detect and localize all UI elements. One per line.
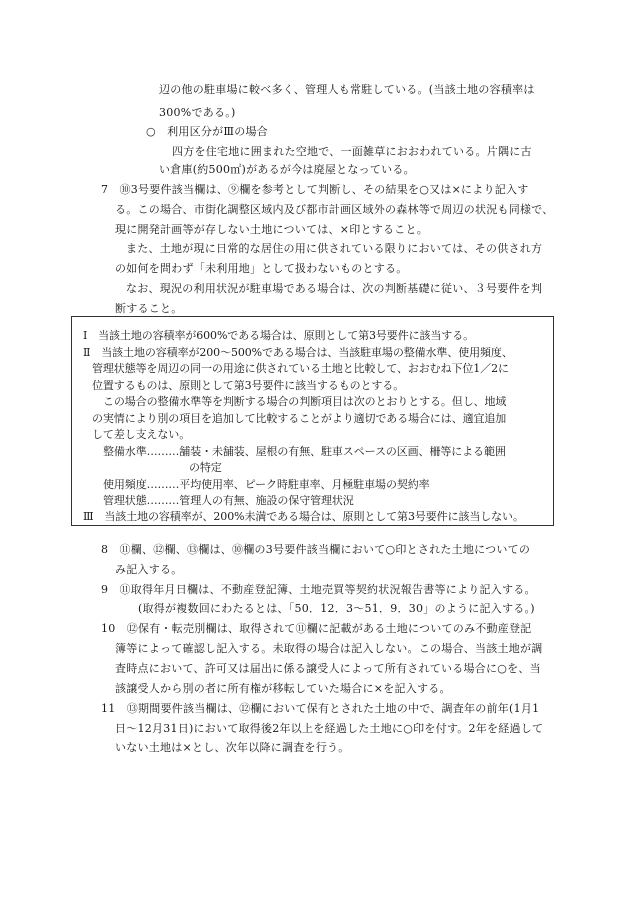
item8-line-1: 8 ⑪欄、⑫欄、⑬欄は、⑩欄の3号要件該当欄において○印とされた土地についての [101, 543, 531, 556]
item7-line-4: また、土地が現に日常的な居住の用に供されている限りにおいては、その供され方 [126, 242, 543, 255]
item11-line-1: 11 ⑬期間要件該当欄は、⑫欄において保有とされた土地の中で、調査年の前年(1月1 [101, 702, 540, 715]
item7-line-6: なお、現況の利用状況が駐車場である場合は、次の判断基礎に従い、３号要件を判 [126, 282, 543, 295]
item10-line-2: 簿等によって確認し記入する。未取得の場合は記入しない。この場合、当該土地が調 [115, 642, 543, 655]
box-line-3: 管理状態等を周辺の同一の用途に供されている土地と比較して、おおむね下位1／2に [92, 362, 509, 375]
item9-line-1: 9 ⑪取得年月日欄は、不動産登記簿、土地売買等契約状況報告書等により記入する。 [101, 583, 536, 596]
item10-line-4: 該譲受人から別の者に所有権が移転していた場合に×を記入する。 [115, 682, 451, 695]
case3-line-1: 四方を住宅地に囲まれた空地で、一面雑草におおわれている。片隅に古 [172, 145, 532, 158]
box-line-8: 整備水準………舗装・未舗装、屋根の有無、駐車スペースの区画、柵等による範囲 [103, 445, 506, 458]
item7-line-1: 7 ⑩3号要件該当欄は、⑨欄を参考として判断し、その結果を○又は×により記入す [101, 183, 529, 196]
box-line-5: この場合の整備水準等を判断する場合の判断項目は次のとおりとする。但し、地域 [103, 395, 507, 408]
case2-line-1: 辺の他の駐車場に較べ多く、管理人も常駐している。(当該土地の容積率は [159, 83, 535, 96]
box-line-10: 使用頻度………平均使用率、ピーク時駐車率、月極駐車場の契約率 [103, 478, 430, 491]
item7-line-7: 断すること。 [115, 302, 183, 315]
item10-line-1: 10 ⑫保有・転売別欄は、取得されて⑪欄に記載がある土地についてのみ不動産登記 [101, 622, 532, 635]
item11-line-3: いない土地は×とし、次年以降に調査を行う。 [115, 741, 350, 754]
item8-line-2: み記入する。 [115, 563, 183, 576]
box-line-7: して差し支えない。 [92, 428, 191, 441]
item11-line-2: 日～12月31日)において取得後2年以上を経過した土地に○印を付す。2年を経過して [115, 722, 544, 735]
box-line-2: Ⅱ 当該土地の容積率が200～500%である場合は、当該駐車場の整備水準、使用頻度、 [83, 346, 513, 359]
case3-heading: ○ 利用区分がⅢの場合 [146, 125, 268, 138]
item7-line-2: る。この場合、市街化調整区域内及び都市計画区域外の森林等で周辺の状況も同様で、 [115, 203, 554, 216]
box-line-12: Ⅲ 当該土地の容積率が、200%未満である場合は、原則として第3号要件に該当しない。 [83, 510, 524, 523]
box-line-9: の特定 [189, 461, 222, 474]
box-line-4: 位置するものは、原則として第3号要件に該当するものとする。 [92, 379, 405, 392]
item9-line-2: (取得が複数回にわたるとは、「50．12．3～51．9．30」のように記入する。) [138, 602, 535, 615]
box-line-6: の実情により別の項目を追加して比較することがより適切である場合には、適宜追加 [92, 412, 507, 425]
item7-line-5: の如何を問わず「未利用地」として扱わないものとする。 [115, 262, 408, 275]
item10-line-3: 査時点において、許可又は届出に係る譲受人によって所有されている場合に○を、当 [115, 662, 541, 675]
item7-line-3: 現に開発計画等が存しない土地については、×印とすること。 [115, 223, 428, 236]
box-line-1: Ⅰ 当該土地の容積率が600%である場合は、原則として第3号要件に該当する。 [83, 329, 474, 342]
case2-line-2: 300%である。) [159, 106, 236, 119]
box-line-11: 管理状態………管理人の有無、施設の保守管理状況 [103, 494, 354, 507]
case3-line-2: い倉庫(約500㎡)があるが今は廃屋となっている。 [159, 163, 415, 176]
